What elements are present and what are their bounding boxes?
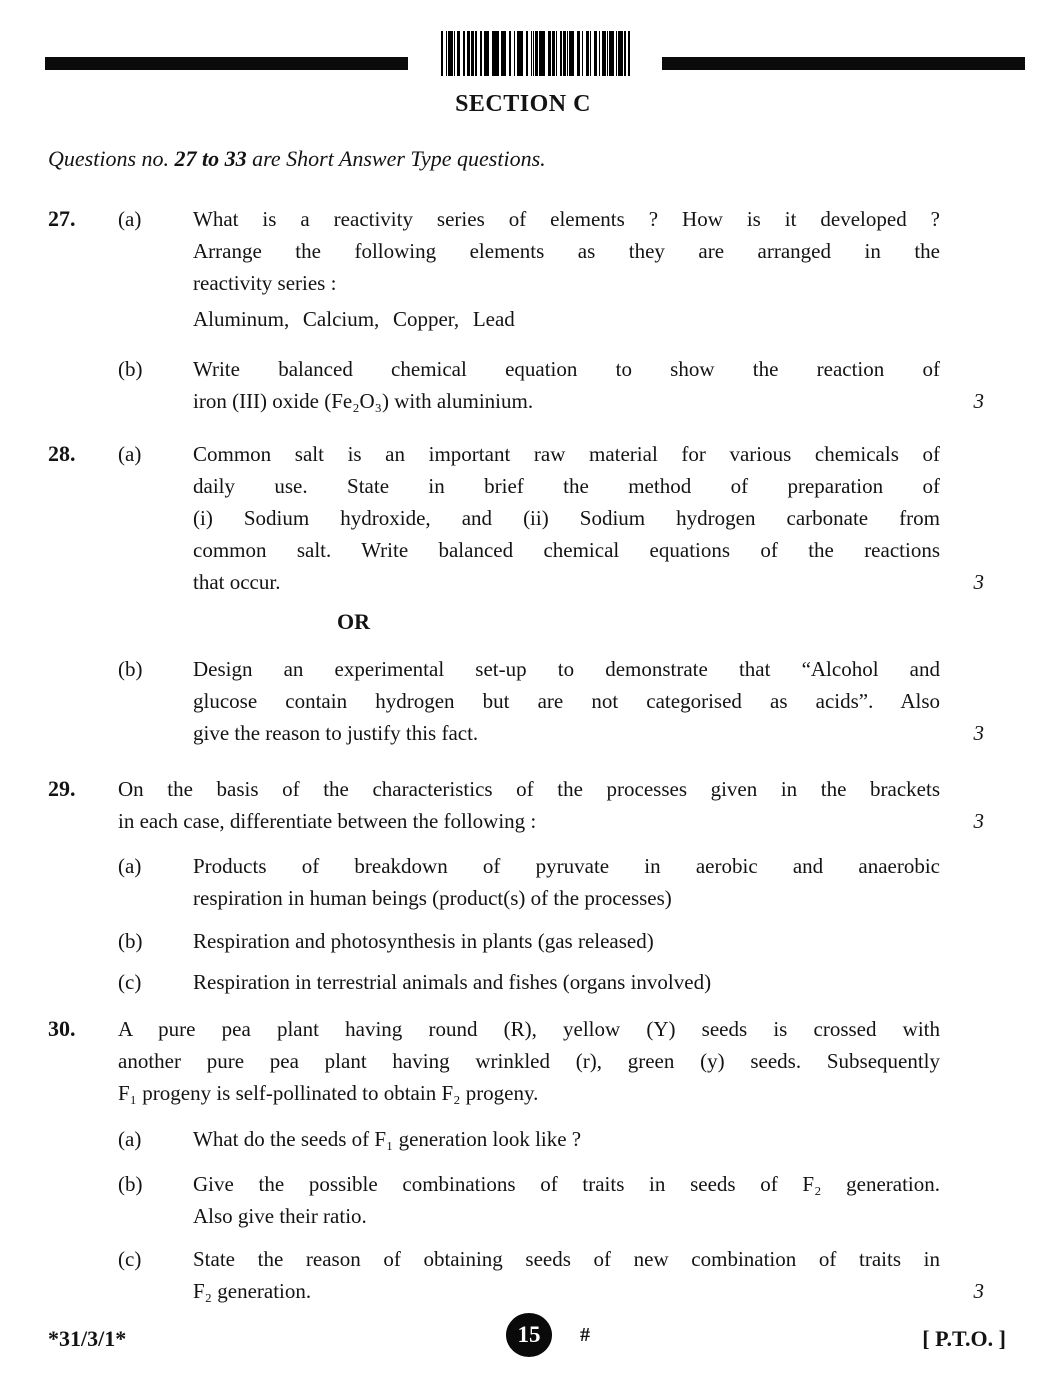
page-number-group — [506, 1313, 590, 1357]
part-text — [193, 850, 940, 914]
intro-question-range: 27 to 33 — [174, 146, 247, 171]
text-line: give the reason to justify this fact. — [193, 721, 479, 745]
part-label: (b) — [118, 657, 143, 681]
paper-code: *31/3/1* — [48, 1326, 127, 1351]
text-line: F₂ generation. — [193, 1279, 312, 1303]
intro-note — [48, 143, 546, 175]
marks-value: 3 — [973, 1279, 984, 1303]
top-rule-right — [662, 57, 1025, 70]
text-line: Products of breakdown of pyruvate in aerobic and anaerobic — [193, 854, 940, 878]
page-footer — [48, 1313, 1006, 1363]
questions-area — [48, 203, 992, 1307]
part-label: (c) — [118, 970, 142, 994]
text-line: that occur. — [193, 570, 281, 594]
text-line: A pure pea plant having round (R), yellow (Y) seeds is crossed with — [118, 1017, 940, 1041]
text-line: daily use. State in brief the method of preparation of — [193, 474, 940, 498]
question-number: 29. — [48, 776, 76, 801]
part-label: (c) — [118, 1247, 142, 1271]
marks-value: 3 — [973, 570, 984, 594]
question-29-part-b — [118, 925, 992, 957]
question-30 — [48, 1013, 992, 1307]
question-27-part-b — [118, 353, 992, 417]
text-line: in each case, differentiate between the following : — [118, 809, 537, 833]
text-line: Also give their ratio. — [193, 1204, 367, 1228]
question-stem-text — [118, 1013, 940, 1109]
marks-value: 3 — [973, 721, 984, 745]
question-28-part-a — [118, 438, 992, 598]
part-text — [193, 203, 940, 335]
question-number: 27. — [48, 206, 76, 231]
text-line: glucose contain hydrogen but are not categorised as acids”. Also — [193, 689, 940, 713]
part-label: (a) — [118, 207, 142, 231]
question-28-part-b — [118, 653, 992, 749]
part-text — [193, 1123, 940, 1155]
question-30-part-b — [118, 1168, 992, 1232]
pto-label: [ P.T.O. ] — [922, 1326, 1006, 1351]
text-line: State the reason of obtaining seeds of new combination of traits in — [193, 1247, 940, 1271]
part-text — [193, 1168, 940, 1232]
intro-prefix: Questions no. — [48, 146, 175, 171]
part-text — [193, 925, 940, 957]
question-27-part-a — [118, 203, 992, 335]
part-label: (a) — [118, 442, 142, 466]
text-line: F₁ progeny is self-pollinated to obtain F₂ progeny. — [118, 1081, 539, 1105]
part-label: (a) — [118, 1127, 142, 1151]
text-line: On the basis of the characteristics of the processes given in the brackets — [118, 777, 940, 801]
part-text — [193, 353, 940, 417]
part-text — [193, 438, 940, 598]
text-line: (i) Sodium hydroxide, and (ii) Sodium hydrogen carbonate from — [193, 506, 940, 530]
marks-value: 3 — [973, 809, 984, 833]
question-29 — [48, 773, 992, 998]
hash-mark: # — [580, 1324, 590, 1346]
question-stem-text — [118, 773, 940, 837]
part-text — [193, 653, 940, 749]
part-label: (a) — [118, 854, 142, 878]
section-title: SECTION C — [455, 91, 591, 117]
part-label: (b) — [118, 1172, 143, 1196]
or-separator: OR — [337, 609, 370, 634]
question-30-stem — [118, 1013, 992, 1109]
elements-list-line: Aluminum, Calcium, Copper, Lead — [193, 307, 515, 331]
text-line: iron (III) oxide (Fe₂O₃) with aluminium. — [193, 389, 534, 413]
text-line: common salt. Write balanced chemical equations of the reactions — [193, 538, 940, 562]
question-28 — [48, 438, 992, 749]
question-29-part-c — [118, 966, 992, 998]
intro-suffix: are Short Answer Type questions. — [246, 146, 546, 171]
page-number: 15 — [517, 1322, 541, 1347]
marks-value: 3 — [973, 389, 984, 413]
text-line: Respiration and photosynthesis in plants (gas released) — [193, 929, 654, 953]
question-29-stem — [118, 773, 992, 837]
text-line: respiration in human beings (product(s) of the processes) — [193, 886, 672, 910]
part-label: (b) — [118, 929, 143, 953]
page-number-badge — [506, 1313, 552, 1357]
text-line: reactivity series : — [193, 271, 337, 295]
text-line: Design an experimental set-up to demonstrate that “Alcohol and — [193, 657, 940, 681]
text-line: Give the possible combinations of traits in seeds of F₂ generation. — [193, 1172, 940, 1196]
question-27 — [48, 203, 992, 417]
text-line: What do the seeds of F₁ generation look like ? — [193, 1127, 582, 1151]
question-30-part-c — [118, 1243, 992, 1307]
question-number: 30. — [48, 1016, 76, 1041]
text-line: Common salt is an important raw material for various chemicals of — [193, 442, 940, 466]
barcode — [441, 31, 631, 76]
text-line: Respiration in terrestrial animals and fishes (organs involved) — [193, 970, 712, 994]
part-text — [193, 966, 940, 998]
text-line: another pure pea plant having wrinkled (r), green (y) seeds. Subsequently — [118, 1049, 940, 1073]
part-text — [193, 1243, 940, 1307]
question-number: 28. — [48, 441, 76, 466]
top-rule-left — [45, 57, 408, 70]
question-30-part-a — [118, 1123, 992, 1155]
text-line: Arrange the following elements as they are arranged in the — [193, 239, 940, 263]
text-line: What is a reactivity series of elements ? How is it developed ? — [193, 207, 940, 231]
question-29-part-a — [118, 850, 992, 914]
part-label: (b) — [118, 357, 143, 381]
text-line: Write balanced chemical equation to show the reaction of — [193, 357, 940, 381]
